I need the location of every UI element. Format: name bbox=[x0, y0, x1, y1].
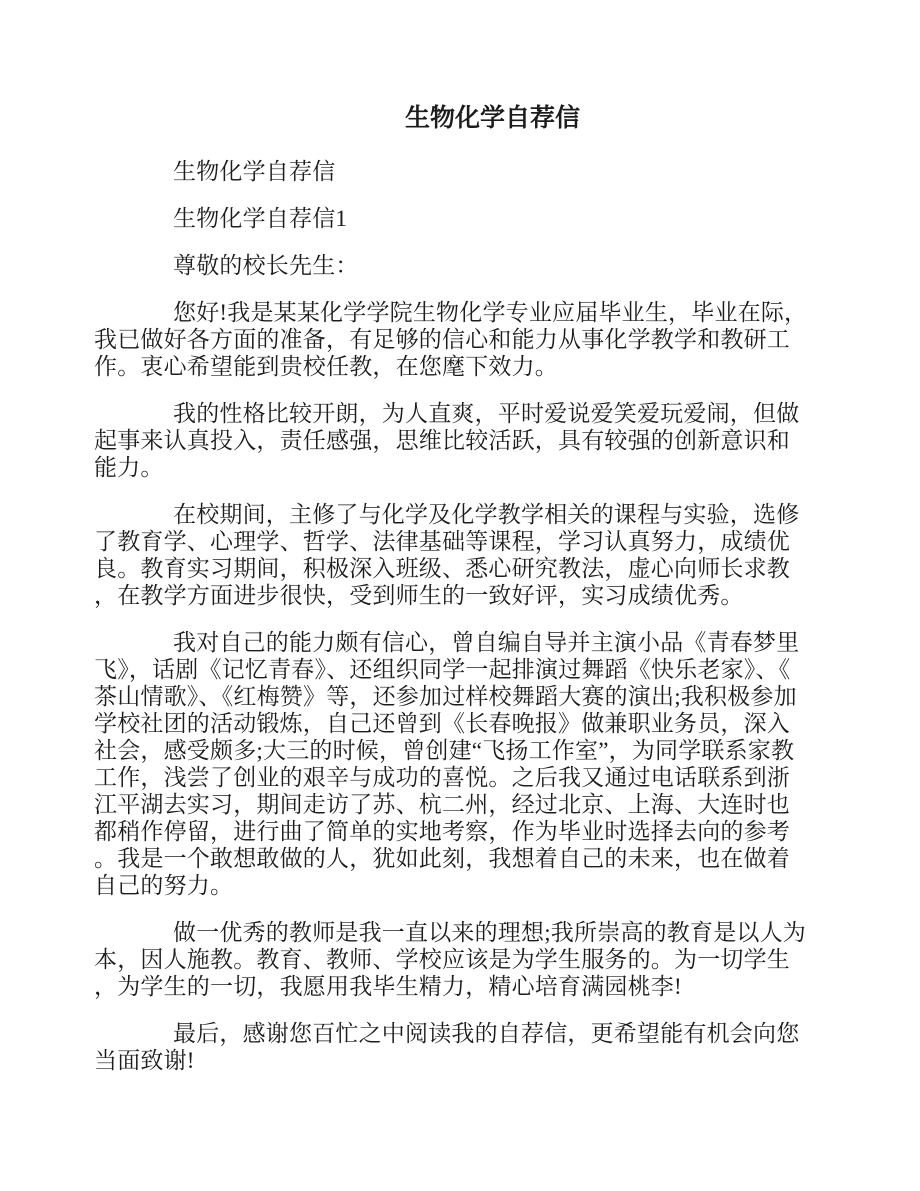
document-content bbox=[94, 0, 812, 1074]
paragraph-introduction: 您好!我是某某化学学院生物化学专业应届毕业生，毕业在际，我已做好各方面的准备，有足够的信心和能力从事化学教学和教研工作。衷心希望能到贵校任教，在您麾下效力。 bbox=[94, 300, 808, 379]
paragraph-heading-repeat: 生物化学自荐信 bbox=[173, 159, 336, 184]
paragraph-studies: 在校期间，主修了与化学及化学教学相关的课程与实验，选修了教育学、心理学、哲学、法律基础等课程，学习认真努力，成绩优良。教育实习期间，积极深入班级、悉心研究教法，虚心向师长求教，在教学方面进步很快，受到师生的一致好评，实习成绩优秀。 bbox=[94, 502, 800, 608]
document-title: 生物化学自荐信 bbox=[404, 105, 580, 132]
paragraph-ideals: 做一优秀的教师是我一直以来的理想;我所崇高的教育是以人为本，因人施教。教育、教师、学校应该是为学生服务的。为一切学生，为学生的一切，我愿用我毕生精力，精心培育满园桃李! bbox=[94, 920, 806, 999]
paragraph-heading-numbered: 生物化学自荐信1 bbox=[173, 206, 348, 231]
paragraph-abilities: 我对自己的能力颇有信心，曾自编自导并主演小品《青春梦里飞》，话剧《记忆青春》、还组织同学一起排演过舞蹈《快乐老家》、《茶山情歌》、《红梅赞》等，还参加过样校舞蹈大赛的演出;我积极参加学校社团的活动锻炼，自己还曾到《长春晚报》做兼职业务员，深入社会，感受颇多;大三的时候，曾创建“飞扬工作室”，为同学联系家教工作，浅尝了创业的艰辛与成功的喜悦。之后我又通过电话联系到浙江平湖去实习，期间走访了苏、杭二州，经过北京、上海、大连时也都稍作停留，进行曲了简单的实地考察，作为毕业时选择去向的参考。我是一个敢想敢做的人，犹如此刻，我想着自己的未来，也在做着自己的努力。 bbox=[94, 630, 800, 898]
paragraph-closing: 最后，感谢您百忙之中阅读我的自荐信，更希望能有机会向您当面致谢! bbox=[94, 1021, 800, 1073]
paragraph-salutation: 尊敬的校长先生： bbox=[173, 253, 359, 278]
paragraph-personality: 我的性格比较开朗，为人直爽，平时爱说爱笑爱玩爱闹，但做起事来认真投入，责任感强，思维比较活跃，具有较强的创新意识和能力。 bbox=[94, 401, 800, 480]
